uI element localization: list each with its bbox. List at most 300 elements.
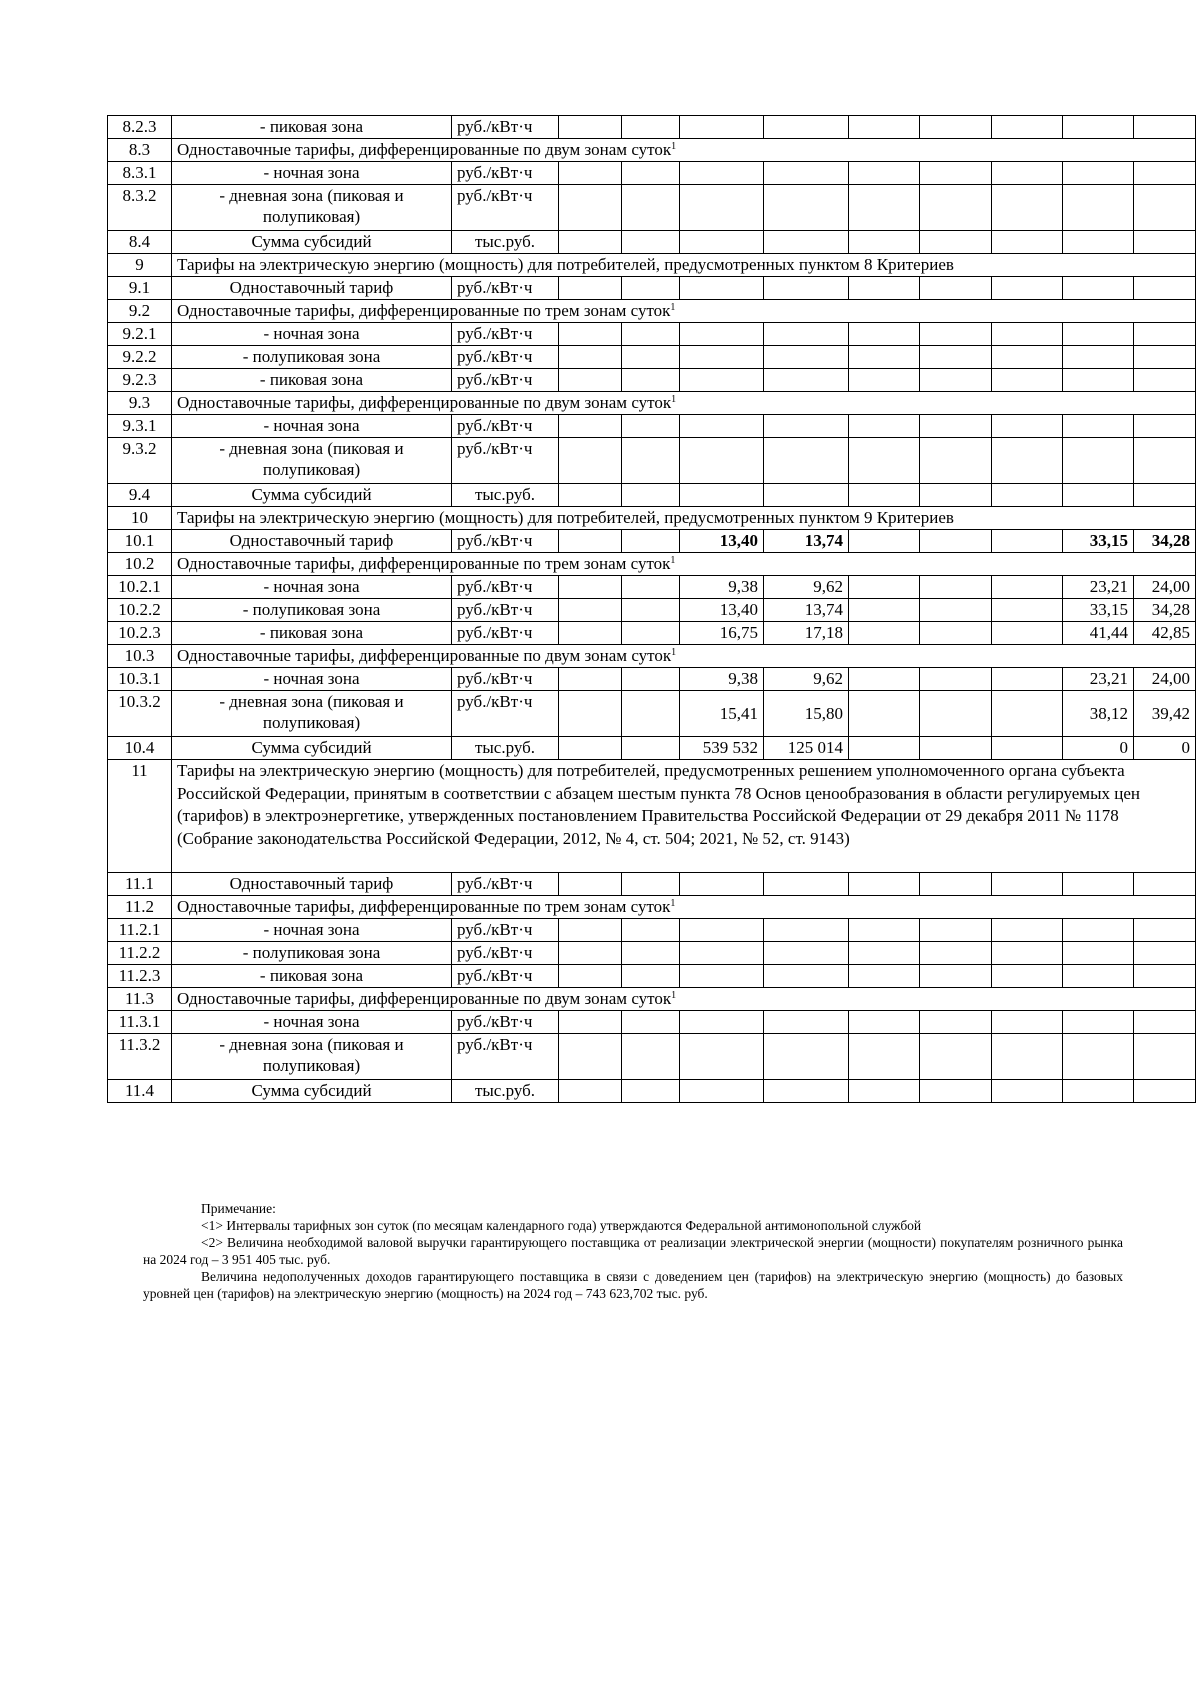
- table-row: [108, 438, 1196, 484]
- row-name: - ночная зона: [172, 1011, 452, 1034]
- row-name: - ночная зона: [172, 162, 452, 185]
- value-cell: [920, 185, 992, 231]
- value-cell: [920, 438, 992, 484]
- value-cell: [622, 1011, 680, 1034]
- value-cell: 13,74: [764, 599, 849, 622]
- table-row: [108, 599, 1196, 622]
- value-cell: [622, 1080, 680, 1103]
- value-cell: 9,38: [680, 576, 764, 599]
- row-number: 9.3: [108, 392, 172, 415]
- row-number: 9.2.3: [108, 369, 172, 392]
- value-cell: 24,00: [1134, 576, 1196, 599]
- value-cell: [849, 965, 920, 988]
- row-number: 11.3.2: [108, 1034, 172, 1080]
- value-cell: [559, 346, 622, 369]
- value-cell: [622, 415, 680, 438]
- row-number: 11.2.3: [108, 965, 172, 988]
- section-title-text: Тарифы на электрическую энергию (мощность) для потребителей, предусмотренных пунктом 9 Критериев: [177, 508, 954, 527]
- value-cell: [559, 116, 622, 139]
- row-number: 9.4: [108, 484, 172, 507]
- value-cell: [680, 277, 764, 300]
- value-cell: 33,15: [1063, 599, 1134, 622]
- table-row: [108, 622, 1196, 645]
- row-unit: руб./кВт·ч: [452, 323, 559, 346]
- note-1: <1> Интервалы тарифных зон суток (по месяцам календарного года) утверждаются Федеральной антимонопольной службой: [201, 1218, 922, 1233]
- value-cell: [764, 1034, 849, 1080]
- table-row: [108, 737, 1196, 760]
- value-cell: [920, 919, 992, 942]
- value-cell: [992, 415, 1063, 438]
- row-unit: руб./кВт·ч: [452, 691, 559, 737]
- row-unit: руб./кВт·ч: [452, 1034, 559, 1080]
- section-row: [108, 645, 1196, 668]
- row-name: - дневная зона (пиковая и полупиковая): [172, 1034, 452, 1080]
- value-cell: [920, 415, 992, 438]
- value-cell: [559, 530, 622, 553]
- value-cell: [764, 415, 849, 438]
- row-name: - ночная зона: [172, 576, 452, 599]
- value-cell: [680, 965, 764, 988]
- section-title: [172, 507, 1196, 530]
- table-row: [108, 162, 1196, 185]
- value-cell: [920, 369, 992, 392]
- value-cell: [622, 346, 680, 369]
- section-row: [108, 760, 1196, 873]
- value-cell: [680, 162, 764, 185]
- value-cell: [849, 277, 920, 300]
- value-cell: 41,44: [1063, 622, 1134, 645]
- value-cell: [992, 438, 1063, 484]
- note-2: <2> Величина необходимой валовой выручки гарантирующего поставщика от реализации электрической энергии (мощности) покупателям розничного рынка на 2024 год – 3 951 405 тыс. руб.: [143, 1235, 1123, 1267]
- row-name: Сумма субсидий: [172, 484, 452, 507]
- row-name: - дневная зона (пиковая и полупиковая): [172, 185, 452, 231]
- row-number: 9.1: [108, 277, 172, 300]
- table-row: [108, 576, 1196, 599]
- value-cell: [992, 942, 1063, 965]
- section-title: [172, 988, 1196, 1011]
- row-name: Одноставочный тариф: [172, 873, 452, 896]
- value-cell: 42,85: [1134, 622, 1196, 645]
- value-cell: [1134, 919, 1196, 942]
- value-cell: [920, 691, 992, 737]
- value-cell: [920, 599, 992, 622]
- section-title: [172, 139, 1196, 162]
- section-row: [108, 300, 1196, 323]
- value-cell: [1063, 942, 1134, 965]
- value-cell: [992, 919, 1063, 942]
- value-cell: [1134, 942, 1196, 965]
- value-cell: [680, 415, 764, 438]
- value-cell: [622, 484, 680, 507]
- row-name: - пиковая зона: [172, 116, 452, 139]
- value-cell: [1063, 873, 1134, 896]
- row-name: - пиковая зона: [172, 622, 452, 645]
- value-cell: [992, 1011, 1063, 1034]
- row-number: 9.2.1: [108, 323, 172, 346]
- row-number: 10: [108, 507, 172, 530]
- value-cell: [764, 162, 849, 185]
- value-cell: [559, 231, 622, 254]
- section-title-text: Одноставочные тарифы, дифференцированные по трем зонам суток: [177, 554, 671, 573]
- value-cell: [1063, 1034, 1134, 1080]
- row-number: 8.3: [108, 139, 172, 162]
- value-cell: [992, 323, 1063, 346]
- row-unit: руб./кВт·ч: [452, 599, 559, 622]
- row-name: - дневная зона (пиковая и полупиковая): [172, 691, 452, 737]
- row-unit: руб./кВт·ч: [452, 622, 559, 645]
- value-cell: [622, 1034, 680, 1080]
- value-cell: [920, 622, 992, 645]
- value-cell: [559, 599, 622, 622]
- table-row: [108, 484, 1196, 507]
- value-cell: [849, 622, 920, 645]
- section-title: [172, 392, 1196, 415]
- value-cell: [764, 185, 849, 231]
- row-number: 11.2.1: [108, 919, 172, 942]
- value-cell: 13,74: [764, 530, 849, 553]
- tariff-table-body: [108, 116, 1196, 1103]
- footnote-ref: 1: [671, 141, 677, 152]
- value-cell: [622, 277, 680, 300]
- value-cell: 15,80: [764, 691, 849, 737]
- table-row: [108, 369, 1196, 392]
- row-number: 9.2: [108, 300, 172, 323]
- table-row: [108, 668, 1196, 691]
- row-number: 9: [108, 254, 172, 277]
- value-cell: [680, 484, 764, 507]
- row-number: 10.1: [108, 530, 172, 553]
- table-row: [108, 691, 1196, 737]
- value-cell: [992, 668, 1063, 691]
- value-cell: [992, 737, 1063, 760]
- value-cell: [849, 691, 920, 737]
- value-cell: [1063, 346, 1134, 369]
- value-cell: [764, 277, 849, 300]
- row-name: - ночная зона: [172, 919, 452, 942]
- value-cell: [559, 438, 622, 484]
- value-cell: [920, 231, 992, 254]
- value-cell: [992, 599, 1063, 622]
- row-name: - пиковая зона: [172, 369, 452, 392]
- value-cell: [992, 622, 1063, 645]
- section-title-text: Тарифы на электрическую энергию (мощность) для потребителей, предусмотренных пунктом 8 Критериев: [177, 255, 954, 274]
- value-cell: [849, 919, 920, 942]
- value-cell: [849, 231, 920, 254]
- value-cell: [849, 369, 920, 392]
- value-cell: [764, 369, 849, 392]
- value-cell: [559, 1034, 622, 1080]
- value-cell: [920, 965, 992, 988]
- value-cell: 39,42: [1134, 691, 1196, 737]
- row-number: 11.2: [108, 896, 172, 919]
- value-cell: [1134, 231, 1196, 254]
- value-cell: [622, 599, 680, 622]
- value-cell: [764, 346, 849, 369]
- section-title-text: Одноставочные тарифы, дифференцированные по двум зонам суток: [177, 393, 672, 412]
- value-cell: [680, 1034, 764, 1080]
- value-cell: 33,15: [1063, 530, 1134, 553]
- value-cell: [622, 873, 680, 896]
- value-cell: [559, 873, 622, 896]
- value-cell: [622, 668, 680, 691]
- row-unit: руб./кВт·ч: [452, 1011, 559, 1034]
- value-cell: [920, 1080, 992, 1103]
- value-cell: [920, 1011, 992, 1034]
- section-row: [108, 392, 1196, 415]
- value-cell: [920, 873, 992, 896]
- value-cell: [992, 530, 1063, 553]
- value-cell: [764, 1011, 849, 1034]
- value-cell: [1063, 323, 1134, 346]
- value-cell: [764, 965, 849, 988]
- value-cell: [1134, 323, 1196, 346]
- value-cell: [849, 1080, 920, 1103]
- value-cell: [680, 369, 764, 392]
- footnote-ref: 1: [671, 647, 677, 658]
- value-cell: [622, 530, 680, 553]
- value-cell: [1134, 346, 1196, 369]
- value-cell: [1063, 415, 1134, 438]
- value-cell: [1134, 1011, 1196, 1034]
- value-cell: 34,28: [1134, 599, 1196, 622]
- footnote-ref: 1: [670, 555, 676, 566]
- row-name: - полупиковая зона: [172, 346, 452, 369]
- row-number: 11.3.1: [108, 1011, 172, 1034]
- value-cell: 23,21: [1063, 576, 1134, 599]
- value-cell: [920, 116, 992, 139]
- value-cell: [559, 484, 622, 507]
- row-unit: руб./кВт·ч: [452, 942, 559, 965]
- value-cell: 15,41: [680, 691, 764, 737]
- value-cell: [559, 277, 622, 300]
- value-cell: [849, 530, 920, 553]
- value-cell: [992, 691, 1063, 737]
- value-cell: [992, 116, 1063, 139]
- row-number: 8.4: [108, 231, 172, 254]
- value-cell: [992, 965, 1063, 988]
- row-number: 11.4: [108, 1080, 172, 1103]
- footnote-ref: 1: [671, 394, 677, 405]
- value-cell: [680, 185, 764, 231]
- value-cell: 17,18: [764, 622, 849, 645]
- value-cell: [992, 484, 1063, 507]
- value-cell: [764, 116, 849, 139]
- tariff-table-container: [107, 115, 1190, 1103]
- value-cell: [622, 919, 680, 942]
- value-cell: [680, 346, 764, 369]
- value-cell: [1063, 185, 1134, 231]
- value-cell: [849, 873, 920, 896]
- value-cell: [1063, 438, 1134, 484]
- value-cell: [849, 415, 920, 438]
- value-cell: 9,62: [764, 668, 849, 691]
- section-title-text: Одноставочные тарифы, дифференцированные по трем зонам суток: [177, 301, 671, 320]
- table-row: [108, 530, 1196, 553]
- value-cell: [680, 942, 764, 965]
- row-unit: тыс.руб.: [452, 737, 559, 760]
- row-unit: руб./кВт·ч: [452, 116, 559, 139]
- value-cell: [920, 277, 992, 300]
- value-cell: [1134, 415, 1196, 438]
- row-number: 10.3.1: [108, 668, 172, 691]
- value-cell: [622, 438, 680, 484]
- value-cell: 9,38: [680, 668, 764, 691]
- table-row: [108, 323, 1196, 346]
- row-number: 9.2.2: [108, 346, 172, 369]
- notes-heading: Примечание:: [201, 1201, 276, 1216]
- value-cell: 0: [1134, 737, 1196, 760]
- section-row: [108, 896, 1196, 919]
- section-title: [172, 254, 1196, 277]
- row-number: 11.3: [108, 988, 172, 1011]
- table-row: [108, 965, 1196, 988]
- table-row: [108, 415, 1196, 438]
- value-cell: [1063, 116, 1134, 139]
- value-cell: [559, 668, 622, 691]
- value-cell: [849, 438, 920, 484]
- value-cell: [1063, 965, 1134, 988]
- value-cell: [764, 919, 849, 942]
- section-title: [172, 553, 1196, 576]
- row-name: - полупиковая зона: [172, 942, 452, 965]
- section-title: [172, 896, 1196, 919]
- row-number: 9.3.1: [108, 415, 172, 438]
- value-cell: [920, 737, 992, 760]
- value-cell: [559, 369, 622, 392]
- value-cell: 34,28: [1134, 530, 1196, 553]
- value-cell: [764, 942, 849, 965]
- value-cell: [849, 116, 920, 139]
- value-cell: [559, 323, 622, 346]
- section-row: [108, 553, 1196, 576]
- value-cell: [920, 162, 992, 185]
- value-cell: [849, 668, 920, 691]
- row-name: Сумма субсидий: [172, 737, 452, 760]
- value-cell: [992, 231, 1063, 254]
- value-cell: [920, 323, 992, 346]
- row-unit: руб./кВт·ч: [452, 965, 559, 988]
- section-title: [172, 645, 1196, 668]
- row-name: - ночная зона: [172, 415, 452, 438]
- row-unit: руб./кВт·ч: [452, 369, 559, 392]
- row-unit: руб./кВт·ч: [452, 185, 559, 231]
- value-cell: 13,40: [680, 530, 764, 553]
- value-cell: 539 532: [680, 737, 764, 760]
- table-row: [108, 277, 1196, 300]
- table-row: [108, 1011, 1196, 1034]
- value-cell: [1134, 873, 1196, 896]
- row-name: - дневная зона (пиковая и полупиковая): [172, 438, 452, 484]
- value-cell: [559, 576, 622, 599]
- value-cell: [1063, 484, 1134, 507]
- row-number: 11: [108, 760, 172, 873]
- value-cell: [849, 323, 920, 346]
- value-cell: [559, 1080, 622, 1103]
- table-row: [108, 1080, 1196, 1103]
- value-cell: [680, 1011, 764, 1034]
- section-row: [108, 254, 1196, 277]
- row-number: 8.2.3: [108, 116, 172, 139]
- value-cell: [1134, 1034, 1196, 1080]
- row-name: Сумма субсидий: [172, 231, 452, 254]
- value-cell: [992, 185, 1063, 231]
- value-cell: [559, 185, 622, 231]
- section-title-text: Одноставочные тарифы, дифференцированные по двум зонам суток: [177, 989, 672, 1008]
- row-unit: руб./кВт·ч: [452, 576, 559, 599]
- value-cell: [622, 323, 680, 346]
- value-cell: [622, 737, 680, 760]
- value-cell: [1134, 965, 1196, 988]
- value-cell: [764, 323, 849, 346]
- value-cell: [920, 484, 992, 507]
- value-cell: [849, 185, 920, 231]
- value-cell: [849, 346, 920, 369]
- value-cell: [559, 691, 622, 737]
- value-cell: [680, 323, 764, 346]
- section-title-text: Одноставочные тарифы, дифференцированные по трем зонам суток: [177, 897, 671, 916]
- row-name: Одноставочный тариф: [172, 530, 452, 553]
- value-cell: [849, 162, 920, 185]
- table-row: [108, 919, 1196, 942]
- value-cell: [992, 277, 1063, 300]
- row-name: - полупиковая зона: [172, 599, 452, 622]
- value-cell: [680, 231, 764, 254]
- value-cell: [622, 691, 680, 737]
- value-cell: [764, 438, 849, 484]
- section-title-text: Одноставочные тарифы, дифференцированные по двум зонам суток: [177, 140, 672, 159]
- value-cell: [1063, 231, 1134, 254]
- row-unit: руб./кВт·ч: [452, 668, 559, 691]
- value-cell: [849, 599, 920, 622]
- value-cell: [920, 668, 992, 691]
- row-number: 10.2.1: [108, 576, 172, 599]
- row-name: - пиковая зона: [172, 965, 452, 988]
- row-number: 10.2.3: [108, 622, 172, 645]
- value-cell: [559, 415, 622, 438]
- value-cell: [849, 1011, 920, 1034]
- row-name: Одноставочный тариф: [172, 277, 452, 300]
- row-unit: тыс.руб.: [452, 484, 559, 507]
- table-row: [108, 185, 1196, 231]
- value-cell: [559, 1011, 622, 1034]
- value-cell: [1063, 369, 1134, 392]
- row-unit: руб./кВт·ч: [452, 438, 559, 484]
- row-unit: руб./кВт·ч: [452, 162, 559, 185]
- value-cell: [622, 965, 680, 988]
- value-cell: [992, 873, 1063, 896]
- value-cell: [849, 576, 920, 599]
- value-cell: [920, 1034, 992, 1080]
- value-cell: 9,62: [764, 576, 849, 599]
- note-3: Величина недополученных доходов гарантирующего поставщика в связи с доведением цен (тарифов) на электрическую энергию (мощность) до базовых уровней цен (тарифов) на электрическую энергию (мощность) на 2024 год – 743 623,702 тыс. руб.: [143, 1269, 1123, 1301]
- value-cell: [1134, 1080, 1196, 1103]
- value-cell: 125 014: [764, 737, 849, 760]
- value-cell: [622, 576, 680, 599]
- value-cell: [622, 185, 680, 231]
- table-row: [108, 231, 1196, 254]
- value-cell: [764, 231, 849, 254]
- value-cell: [1134, 277, 1196, 300]
- row-unit: руб./кВт·ч: [452, 346, 559, 369]
- value-cell: [992, 576, 1063, 599]
- value-cell: [849, 942, 920, 965]
- value-cell: 38,12: [1063, 691, 1134, 737]
- row-unit: тыс.руб.: [452, 1080, 559, 1103]
- value-cell: [622, 622, 680, 645]
- notes-section: [143, 1200, 1123, 1302]
- value-cell: [1134, 116, 1196, 139]
- row-unit: руб./кВт·ч: [452, 873, 559, 896]
